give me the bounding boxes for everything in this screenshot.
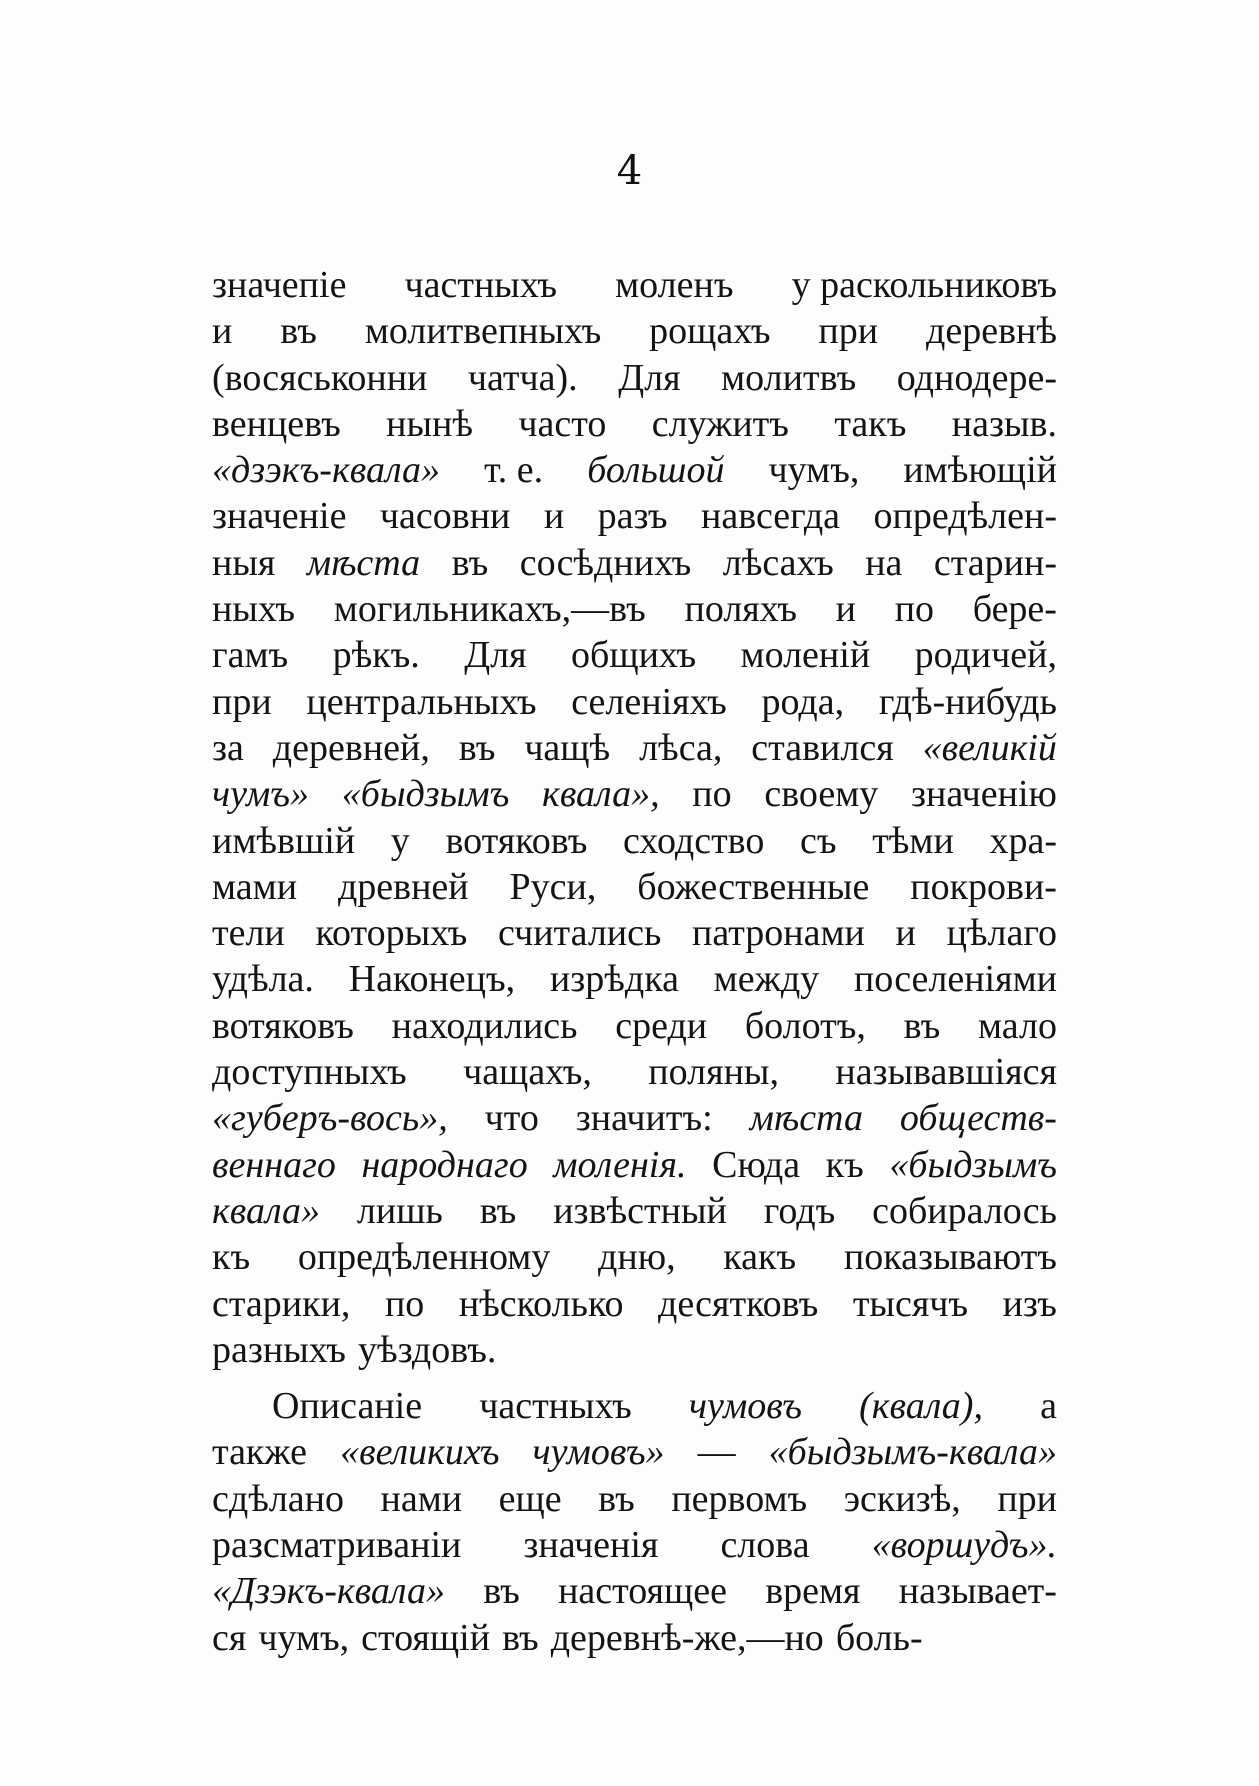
word: «губеръ-вось»,: [212, 1097, 448, 1140]
word: мами: [212, 865, 298, 908]
word: (восяськонни: [212, 356, 428, 399]
word: въ: [479, 1189, 517, 1232]
word: бере-: [972, 588, 1057, 631]
word: Сюда: [712, 1143, 801, 1186]
word: покрови-: [910, 865, 1057, 908]
word: въ: [483, 1570, 520, 1613]
word: изрѣдка: [549, 958, 679, 1001]
word: своему: [764, 773, 879, 816]
word: поляны,: [648, 1051, 779, 1094]
text-line: [212, 632, 1057, 678]
word: дню,: [598, 1236, 676, 1279]
word: при: [818, 310, 879, 353]
word: сходство: [623, 819, 765, 862]
word: Описаніе: [272, 1385, 423, 1428]
word: «дзэкъ-квала»: [212, 449, 440, 492]
word: деревнѣ: [926, 310, 1057, 353]
word: въ: [458, 726, 496, 769]
word: народнаго: [361, 1143, 528, 1186]
word: частныхъ: [479, 1385, 632, 1428]
word: и: [212, 310, 233, 353]
text-line: [212, 679, 1057, 725]
word: (квала),: [859, 1385, 983, 1428]
word: чумъ,: [768, 449, 860, 492]
word: божественные: [637, 865, 870, 908]
word: веннаго: [212, 1143, 336, 1186]
word: называвшіяся: [835, 1051, 1057, 1094]
word: ныхъ: [212, 588, 296, 631]
word: цѣлаго: [946, 912, 1057, 955]
word: и: [835, 588, 857, 631]
word: которыхъ: [315, 912, 468, 955]
word: по: [894, 588, 935, 631]
word: разсматриваніи: [212, 1524, 462, 1567]
word: чумовъ»: [532, 1431, 665, 1474]
text-line: [212, 1615, 1057, 1661]
paragraph-2: [212, 1383, 1057, 1661]
word: при: [997, 1477, 1057, 1520]
word: Для: [618, 356, 681, 399]
word: квала»,: [542, 773, 660, 816]
word: и: [895, 912, 916, 955]
word: «великій: [922, 726, 1057, 769]
word: «великихъ: [340, 1431, 500, 1474]
word: въ: [502, 1616, 539, 1659]
text-line: [212, 910, 1057, 956]
word: навсегда: [701, 495, 841, 538]
word: деревней,: [272, 726, 430, 769]
word: могильникахъ,—въ: [333, 588, 646, 631]
word: какъ: [723, 1236, 797, 1279]
text-line: [212, 725, 1057, 771]
word: къ: [212, 1236, 251, 1279]
word: нѣсколько: [458, 1282, 624, 1325]
word: къ: [825, 1143, 864, 1186]
word: нынѣ: [386, 402, 474, 445]
word: у: [390, 819, 410, 862]
text-line: [212, 1234, 1057, 1280]
word: «Дзэкъ-квала»: [212, 1570, 445, 1613]
word: вотяковъ: [212, 1004, 354, 1047]
text-line: [212, 818, 1057, 864]
word: по: [692, 773, 732, 816]
word: древней: [337, 865, 469, 908]
word: время: [765, 1570, 861, 1613]
word: значенію: [910, 773, 1057, 816]
word: имѣющій: [903, 449, 1057, 492]
word: —: [697, 1431, 736, 1474]
word: годъ: [763, 1189, 836, 1232]
text-line: [212, 447, 1057, 493]
word: служитъ: [651, 402, 789, 445]
word: назыв.: [951, 402, 1057, 445]
word: лишь: [356, 1189, 443, 1232]
word: большой: [587, 449, 725, 492]
word: «быдзымъ-квала»: [768, 1431, 1057, 1474]
word: въ: [598, 1477, 635, 1520]
word: десятковъ: [658, 1282, 819, 1325]
word: между: [713, 958, 820, 1001]
word: центральныхъ: [306, 680, 537, 723]
word: однодере-: [896, 356, 1057, 399]
text-line: [212, 1429, 1057, 1475]
word: гдѣ-нибудь: [878, 680, 1057, 723]
word: моленъ: [615, 264, 734, 306]
text-line: [212, 1188, 1057, 1234]
word: лѣса,: [639, 726, 723, 769]
word: также: [212, 1431, 308, 1474]
text-line: [212, 771, 1057, 817]
word: съ: [800, 819, 837, 862]
text-line: [212, 1383, 1057, 1429]
word: такъ: [834, 402, 907, 445]
word: въ: [903, 1004, 941, 1047]
word: «быдзымъ: [341, 773, 510, 816]
word: поселеніями: [853, 958, 1057, 1001]
word: мѣста: [306, 541, 421, 584]
text-line: [212, 1003, 1057, 1049]
word: значитъ:: [575, 1097, 713, 1140]
word: чащѣ: [524, 726, 611, 769]
word: рощахъ: [649, 310, 771, 353]
word: удѣла.: [212, 958, 314, 1001]
word: при: [212, 680, 272, 723]
text-line: [212, 355, 1057, 401]
word: на: [865, 541, 903, 584]
text-line: [212, 864, 1057, 910]
text-line: [212, 1327, 1057, 1373]
word: моленій: [740, 634, 871, 677]
word: чумъ,: [258, 1616, 350, 1659]
word: т. е.: [484, 449, 544, 492]
word: чумовъ: [688, 1385, 802, 1428]
word: Руси,: [509, 865, 597, 908]
word: по: [384, 1282, 425, 1325]
word: опредѣлен-: [873, 495, 1057, 538]
text-line: [212, 1142, 1057, 1188]
word: ставился: [751, 726, 894, 769]
word: обществ-: [899, 1097, 1057, 1140]
word: тысячъ: [852, 1282, 969, 1325]
word: рода,: [761, 680, 845, 723]
word: гамъ: [212, 634, 289, 677]
word: Для: [464, 634, 527, 677]
text-line: [212, 1568, 1057, 1614]
word: «воршудъ».: [871, 1524, 1057, 1567]
word: значенія: [523, 1524, 659, 1567]
word: значепіе: [212, 264, 347, 306]
word: сосѣднихъ: [519, 541, 692, 584]
word: Наконецъ,: [348, 958, 516, 1001]
word: стоящій: [361, 1616, 491, 1659]
word: венцевъ: [212, 402, 341, 445]
word: поляхъ: [684, 588, 797, 631]
word: еще: [498, 1477, 562, 1520]
word: чумъ»: [212, 773, 310, 816]
text-line: [212, 1281, 1057, 1327]
text-line: [212, 1049, 1057, 1095]
word: частныхъ: [404, 264, 558, 306]
word: считались: [498, 912, 662, 955]
word: тѣми: [872, 819, 954, 862]
word: селеніяхъ: [571, 680, 727, 723]
text-line: [212, 1476, 1057, 1522]
word: показываютъ: [843, 1236, 1057, 1279]
word: въ: [451, 541, 489, 584]
word: часто: [518, 402, 607, 445]
word: уѣздовъ.: [357, 1328, 497, 1371]
word: и: [543, 495, 565, 538]
word: ныя: [212, 541, 276, 584]
word: слова: [720, 1524, 810, 1567]
word: разъ: [597, 495, 668, 538]
text-line: [212, 401, 1057, 447]
word: родичей,: [914, 634, 1057, 677]
word: находились: [391, 1004, 578, 1047]
word: сдѣлано: [212, 1477, 344, 1520]
word: мало: [978, 1004, 1057, 1047]
word: первомъ: [671, 1477, 808, 1520]
word: за: [212, 726, 244, 769]
word: лѣсахъ: [722, 541, 834, 584]
word: среди: [615, 1004, 708, 1047]
text-line: [212, 1095, 1057, 1141]
word: патронами: [692, 912, 865, 955]
word: у раскольниковъ: [791, 264, 1057, 306]
word: старики,: [212, 1282, 351, 1325]
word: хра-: [989, 819, 1057, 862]
word: чатча).: [467, 356, 578, 399]
paragraph-1: [212, 262, 1057, 1373]
text-line: [212, 540, 1057, 586]
text-line: [212, 956, 1057, 1002]
word: что: [484, 1097, 539, 1140]
text-line: [212, 493, 1057, 539]
word: въ: [280, 310, 317, 353]
word: а: [1040, 1385, 1057, 1428]
word: тели: [212, 912, 285, 955]
word: ся: [212, 1616, 247, 1659]
word: собиралось: [872, 1189, 1057, 1232]
word: значеніе: [212, 495, 347, 538]
word: разныхъ: [212, 1328, 346, 1371]
text-line: [212, 1522, 1057, 1568]
text-line: [212, 262, 1057, 308]
word: часовни: [379, 495, 511, 538]
word: изъ: [1002, 1282, 1057, 1325]
word: чащахъ,: [463, 1051, 592, 1094]
word: извѣстный: [553, 1189, 727, 1232]
word: эскизѣ,: [843, 1477, 961, 1520]
word: «быдзымъ: [889, 1143, 1057, 1186]
word: квала»: [212, 1189, 321, 1232]
word: нами: [380, 1477, 463, 1520]
page-number: 4: [616, 148, 643, 194]
word: вотяковъ: [445, 819, 588, 862]
word: молитвепныхъ: [364, 310, 602, 353]
word: мѣста: [749, 1097, 863, 1140]
word: общихъ: [571, 634, 697, 677]
word: рѣкъ.: [332, 634, 420, 677]
word: доступныхъ: [212, 1051, 407, 1094]
text-line: [212, 586, 1057, 632]
word: имѣвшій: [212, 819, 356, 862]
word: молитвъ: [721, 356, 857, 399]
text-line: [212, 308, 1057, 354]
word: старин-: [933, 541, 1057, 584]
word: болотъ,: [744, 1004, 866, 1047]
word: деревнѣ-же,—но: [550, 1616, 824, 1659]
word: настоящее: [558, 1570, 727, 1613]
body-text: [212, 262, 1057, 1661]
word: опредѣленному: [297, 1236, 551, 1279]
word: называет-: [898, 1570, 1057, 1613]
word: боль-: [835, 1616, 923, 1659]
word: моленія.: [553, 1143, 687, 1186]
